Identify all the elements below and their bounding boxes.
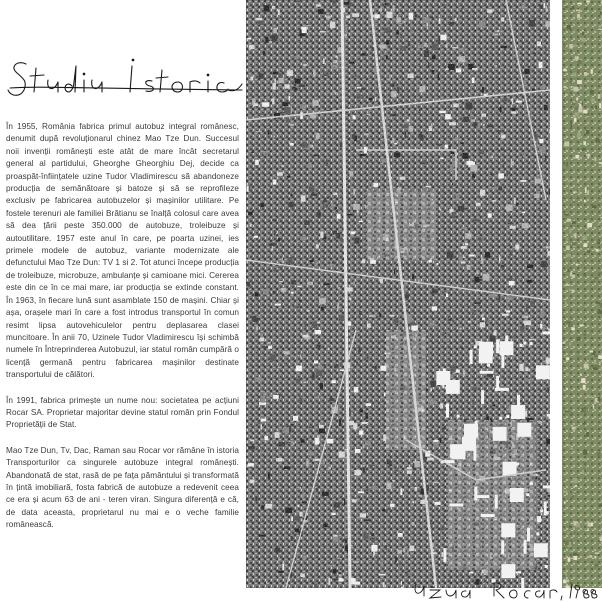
handwritten-title	[6, 54, 244, 110]
aerial-map-1988	[246, 0, 550, 588]
history-text	[6, 121, 239, 545]
paragraph-3: Mao Tze Dun, Tv, Dac, Raman sau Rocar vor rămâne în istoria Transporturilor ca singurele autobuze integral românești. Abandonată de stat, rasă de pe fața pământului și transformată în țintă imobiliară, fosta fabrică de autobuze a redevenit ceea ce era și acum 63 de ani - teren viran. Singura diferență e că, de data aceasta, proprietarul nu mai e o veche familie românească.	[6, 445, 239, 530]
paragraph-1: În 1955, România fabrica primul autobuz integral românesc, denumit după revoluționarul chinez Mao Tze Dun. Succesul noii invenții românești este atât de mare încât secretarul general al partidului, Gheorghe Gheorghiu Dej, decide ca proaspăt-înființatele uzine Tudor Vladimirescu să abandoneze producția de semănătoare și batoze și să se reprofilezе exclusiv pe fabricarea autobuzelor și mașinilor utilitare. Pe fostele terenuri ale familiei Brătianu se înalță colosul care avea să dea țării peste 350.000 de autobuze, troleibuze și autoutilitare. 1957 este anul în care, pe poarta uzinei, ies primele modele de autobuz, variante modernizate ale defunctului Mao Tze Dun: TV 1 si 2. Tot atunci începe producția de troleibuze, microbuze, ambulanțe și camioane mici. Cererea este din ce în ce mai mare, iar producția se extinde constant. În 1963, în fiecare lună sunt asamblate 150 de mașini. Chiar și așa, orașele mari în care a fost introdus transportul în comun resimt lipsa autovehiculelor pentru deplasarea clasei muncitoare. În anii 70, Uzinele Tudor Vladimirescu își schimbă numele în Întreprinderea Autobuzul, iar statul român cumpără o licență germană pentru fabricarea mașinilor destinate transportului de călători.	[6, 122, 239, 380]
page-title	[6, 54, 244, 110]
aerial-map-recent	[562, 0, 602, 588]
paragraph-2: În 1991, fabrica primește un nume nou: societatea pe acțiuni Rocar SA. Proprietar majoritar devine statul român prin Fondul Proprietății de Stat.	[6, 395, 239, 430]
photo-signature	[410, 580, 600, 602]
